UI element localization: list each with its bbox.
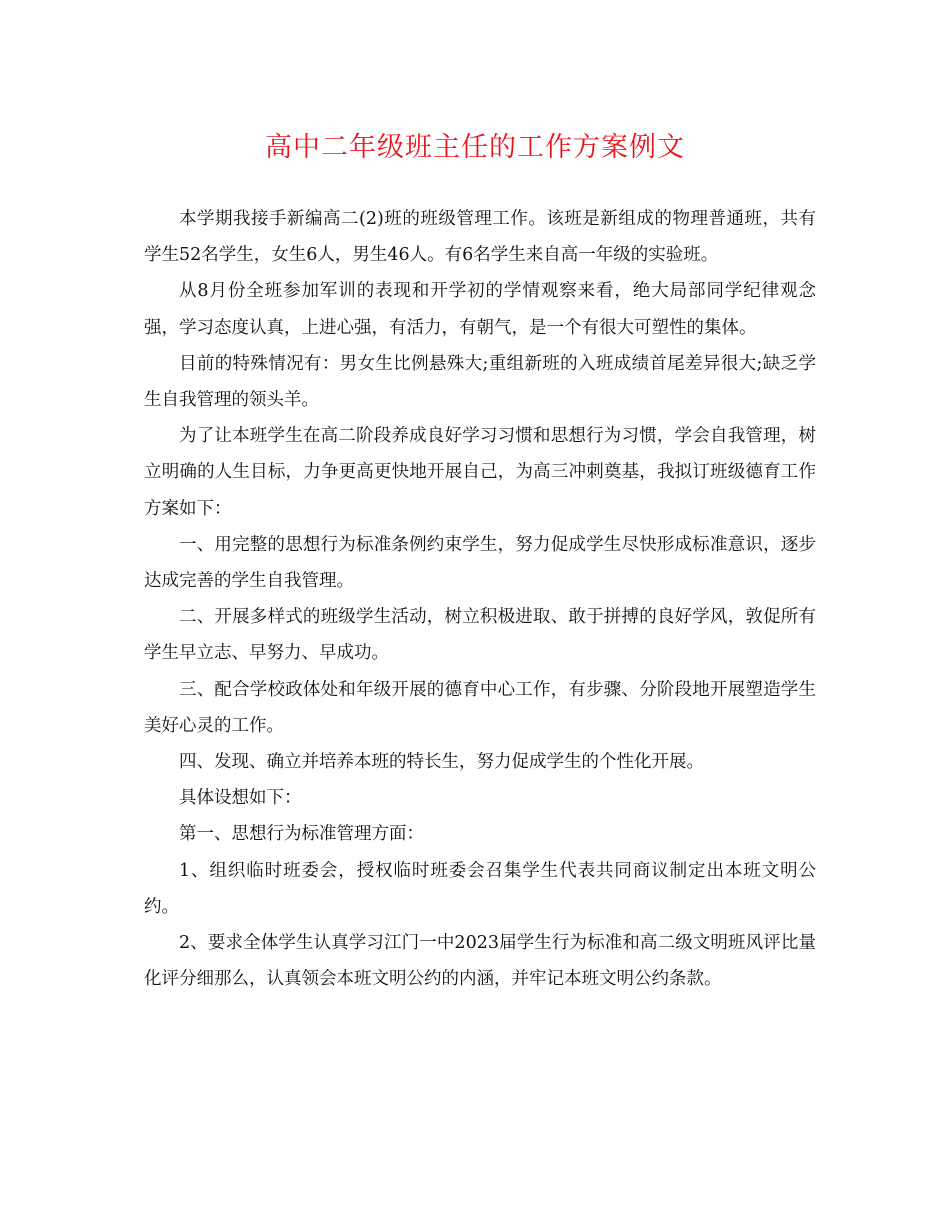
- paragraph-goal-1: 一、用完整的思想行为标准条例约束学生，努力促成学生尽快形成标准意识，逐步达成完善的学生自我管理。: [144, 534, 816, 592]
- paragraph-goal-3: 三、配合学校政体处和年级开展的德育中心工作，有步骤、分阶段地开展塑造学生美好心灵的工作。: [144, 679, 816, 736]
- paragraph-intro: 本学期我接手新编高二(2)班的班级管理工作。该班是新组成的物理普通班，共有学生52名学生，女生6人，男生46人。有6名学生来自高一年级的实验班。: [144, 209, 816, 266]
- paragraph-details-heading: 具体设想如下：: [179, 788, 302, 809]
- paragraph-goal-4: 四、发现、确立并培养本班的特长生，努力促成学生的个性化开展。: [179, 752, 704, 773]
- paragraph-special-situation: 目前的特殊情况有：男女生比例悬殊大;重组新班的入班成绩首尾差异很大;缺乏学生自我管理的领头羊。: [144, 353, 816, 411]
- paragraph-plan-intro: 为了让本班学生在高二阶段养成良好学习习惯和思想行为习惯，学会自我管理，树立明确的人生目标，力争更高更快地开展自己，为高三冲刺奠基，我拟订班级德育工作方案如下：: [144, 426, 816, 519]
- paragraph-goal-2: 二、开展多样式的班级学生活动，树立积极进取、敢于拼搏的良好学风，敦促所有学生早立志、早努力、早成功。: [144, 607, 816, 664]
- paragraph-item-2: 2、要求全体学生认真学习江门一中2023届学生行为标准和高二级文明班风评比量化评分细那么，认真领会本班文明公约的内涵，并牢记本班文明公约条款。: [144, 933, 816, 990]
- paragraph-observation: 从8月份全班参加军训的表现和开学初的学情观察来看，绝大局部同学纪律观念强，学习态度认真，上进心强，有活力，有朝气，是一个有很大可塑性的集体。: [144, 281, 816, 338]
- paragraph-item-1: 1、组织临时班委会，授权临时班委会召集学生代表共同商议制定出本班文明公约。: [144, 860, 816, 917]
- document-body: [144, 201, 816, 997]
- paragraph-section-1-heading: 第一、思想行为标准管理方面：: [179, 824, 424, 845]
- document-title: 高中二年级班主任的工作方案例文: [265, 132, 685, 163]
